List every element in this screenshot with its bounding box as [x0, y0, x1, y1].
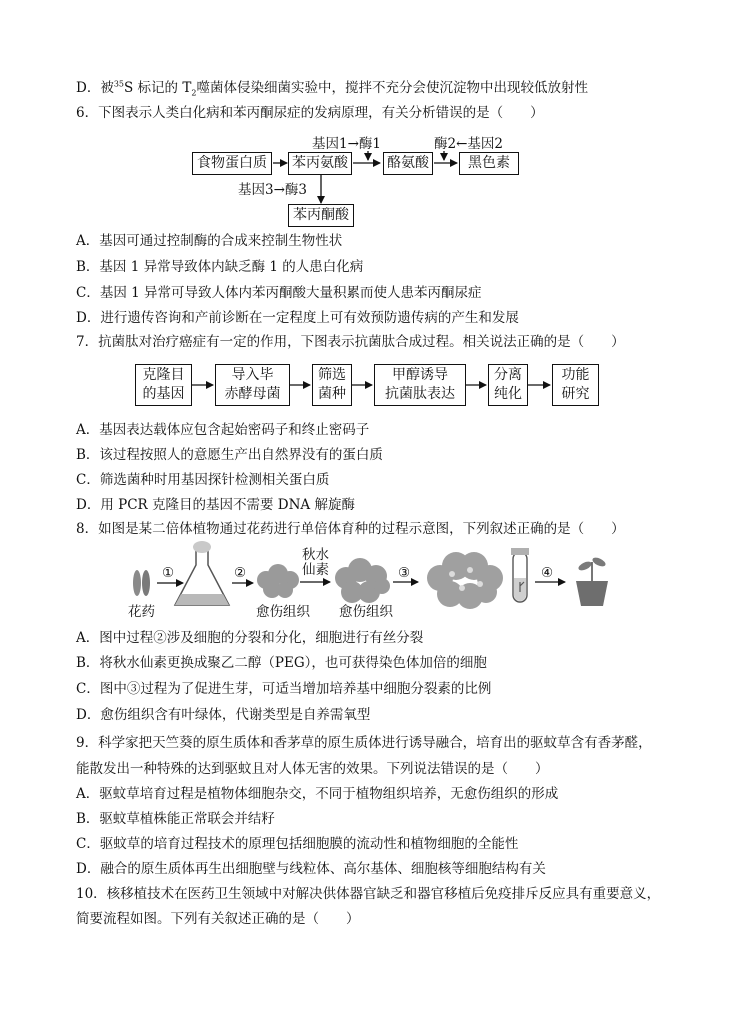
- label-step2: ②: [234, 565, 247, 581]
- anther-left: [133, 570, 141, 596]
- label-enzyme2-gene2: 酶2←基因2: [434, 136, 503, 152]
- callus-small: [257, 564, 299, 598]
- q8-option-d: D．愈伤组织含有叶绿体，代谢类型是自养需氧型: [76, 707, 371, 723]
- anther-right: [142, 570, 150, 596]
- plant-leaf-right: [591, 556, 607, 568]
- q9-stem-line-2: 能散发出一种特殊的达到驱蚊且对人体无害的效果。下列说法错误的是（ ）: [76, 761, 549, 777]
- q9-option-b: B．驱蚊草植株能正常联会并结籽: [76, 811, 275, 827]
- q7-option-a: A．基因表达载体应包含起始密码子和终止密码子: [76, 422, 370, 438]
- flask-medium: [175, 594, 229, 605]
- label-gene3-enzyme3: 基因3→酶3: [238, 182, 307, 198]
- q7-option-c: C．筛选菌种时用基因探针检测相关蛋白质: [76, 472, 330, 488]
- box-phenylalanine: 苯丙氨酸: [288, 152, 352, 175]
- label-step4: ④: [541, 565, 554, 581]
- q7-option-b: B．该过程按照人的意愿生产出自然界没有的蛋白质: [76, 447, 383, 463]
- flow-step-purify: 分离 纯化: [488, 364, 528, 406]
- q9-option-d: D．融合的原生质体再生出细胞壁与线粒体、高尔基体、细胞核等细胞结构有关: [76, 861, 546, 877]
- q6-option-c: C．基因 1 异常可导致人体内苯丙酮酸大量积累而使人患苯丙酮尿症: [76, 285, 482, 301]
- flow-step-function: 功能 研究: [552, 364, 599, 406]
- box-food-protein: 食物蛋白质: [192, 152, 272, 175]
- q10-stem-line-2: 简要流程如图。下列有关叙述正确的是（ ）: [76, 911, 360, 927]
- q7-option-d: D．用 PCR 克隆目的基因不需要 DNA 解旋酶: [76, 497, 355, 513]
- flow-step-screen: 筛选 菌种: [312, 364, 352, 406]
- q6-option-b: B．基因 1 异常导致体内缺乏酶 1 的人患白化病: [76, 259, 364, 275]
- q9-stem-line-1: 9．科学家把天竺葵的原生质体和香茅草的原生质体进行诱导融合，培育出的驱蚊草含有香茅醛，: [76, 735, 652, 751]
- box-phenylpyruvic-acid: 苯丙酮酸: [288, 204, 354, 227]
- q9-option-c: C．驱蚊草的培育过程技术的原理包括细胞膜的流动性和植物细胞的全能性: [76, 836, 519, 852]
- label-step1: ①: [162, 565, 175, 581]
- label-colchicine: 秋水 仙素: [302, 547, 329, 578]
- box-melanin: 黑色素: [459, 152, 519, 175]
- q5-option-d: D．被$^{35}$S 标记的 $T_2$噬菌体侵染细菌实验中，搅拌不充分会使沉淀物中出现较低放射性: [76, 79, 588, 98]
- flask-stopper: [193, 541, 211, 553]
- q6-stem: 6．下图表示人类白化病和苯丙酮尿症的发病原理，有关分析错误的是（ ）: [76, 105, 544, 121]
- box-tyrosine: 酪氨酸: [383, 152, 433, 175]
- callus-large: [335, 558, 390, 603]
- q10-stem-line-1: 10．核移植技术在医药卫生领域中对解决供体器官缺乏和器官移植后免疫排斥反应具有重要意义，: [76, 886, 661, 902]
- q8-option-c: C．图中③过程为了促进生芽，可适当增加培养基中细胞分裂素的比例: [76, 681, 492, 697]
- q6-option-d: D．进行遗传咨询和产前诊断在一定程度上可有效预防遗传病的产生和发展: [76, 310, 519, 326]
- label-anther: 花药: [128, 604, 155, 620]
- label-step3: ③: [398, 565, 411, 581]
- test-tube-cap: [511, 548, 529, 555]
- label-callus-1: 愈伤组织: [256, 604, 310, 620]
- flower-pot: [576, 581, 608, 606]
- q7-stem: 7．抗菌肽对治疗癌症有一定的作用，下图表示抗菌肽合成过程。相关说法正确的是（ ）: [76, 334, 625, 350]
- plant-leaf-left: [577, 560, 593, 572]
- q6-option-a: A．基因可通过控制酶的合成来控制生物性状: [76, 233, 343, 249]
- shoot-cluster: [427, 552, 503, 609]
- q9-option-a: A．驱蚊草培育过程是植物体细胞杂交，不同于植物组织培养，无愈伤组织的形成: [76, 786, 559, 802]
- flow-step-import-yeast: 导入毕 赤酵母菌: [215, 364, 290, 406]
- flow-step-clone-gene: 克隆目 的基因: [135, 364, 192, 406]
- label-gene1-enzyme1: 基因1→酶1: [312, 136, 381, 152]
- label-callus-2: 愈伤组织: [339, 604, 393, 620]
- q8-stem: 8．如图是某二倍体植物通过花药进行单倍体育种的过程示意图，下列叙述正确的是（ ）: [76, 521, 625, 537]
- q8-option-b: B．将秋水仙素更换成聚乙二醇（PEG），也可获得染色体加倍的细胞: [76, 655, 487, 671]
- q8-option-a: A．图中过程②涉及细胞的分裂和分化，细胞进行有丝分裂: [76, 630, 424, 646]
- flow-step-methanol-induce: 甲醇诱导 抗菌肽表达: [374, 364, 466, 406]
